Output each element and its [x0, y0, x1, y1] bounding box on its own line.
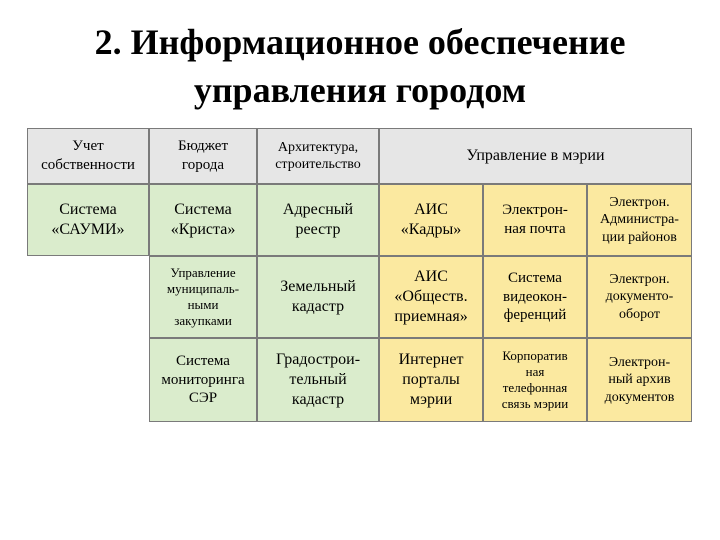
cell-district-administrations: Электрон. Администра- ции районов [587, 184, 692, 256]
cell-electronic-document-flow: Электрон. документо- оборот [587, 256, 692, 338]
cell-email: Электрон- ная почта [483, 184, 587, 256]
cell-videoconference-system: Система видеокон- ференций [483, 256, 587, 338]
header-cell-property-accounting: Учет собственности [27, 128, 149, 184]
title-line-2: управления городом [193, 70, 527, 110]
cell-corporate-phone: Корпоратив ная телефонная связь мэрии [483, 338, 587, 422]
cell-municipal-procurement: Управление муниципаль- ными закупками [149, 256, 257, 338]
cell-land-cadastre: Земельный кадастр [257, 256, 379, 338]
cell-internet-portals: Интернет порталы мэрии [379, 338, 483, 422]
cell-urban-planning-cadastre: Градострои- тельный кадастр [257, 338, 379, 422]
page-title [0, 18, 720, 114]
header-cell-city-budget: Бюджет города [149, 128, 257, 184]
cell-ser-monitoring-system: Система мониторинга СЭР [149, 338, 257, 422]
cell-saumi-system: Система «САУМИ» [27, 184, 149, 256]
header-cell-architecture: Архитектура, строительство [257, 128, 379, 184]
cell-ais-public-reception: АИС «Обществ. приемная» [379, 256, 483, 338]
cell-address-registry: Адресный реестр [257, 184, 379, 256]
cell-ais-personnel: АИС «Кадры» [379, 184, 483, 256]
title-line-1: 2. Информационное обеспечение [94, 22, 626, 62]
header-cell-city-hall-management: Управление в мэрии [379, 128, 692, 184]
cell-krista-system: Система «Криста» [149, 184, 257, 256]
cell-electronic-archive: Электрон- ный архив документов [587, 338, 692, 422]
